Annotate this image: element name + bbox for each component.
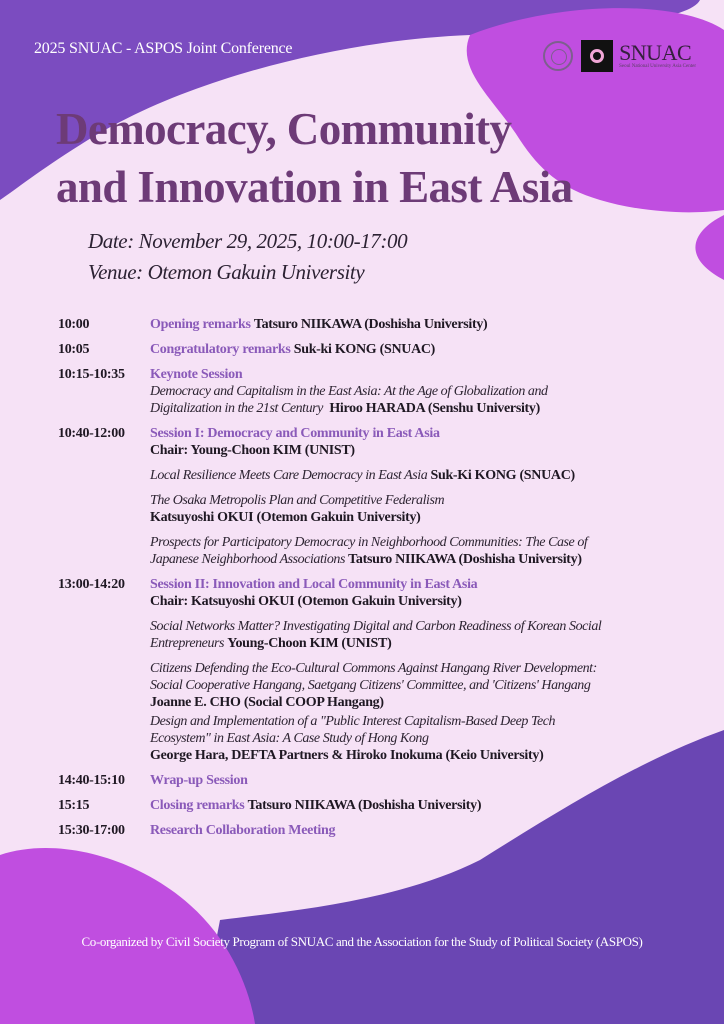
schedule-time: 14:40-15:10: [58, 773, 125, 788]
page-title: [56, 100, 573, 216]
session-title: Session II: Innovation and Local Community in East Asia: [150, 577, 478, 592]
presentation: [150, 492, 678, 526]
talk-title: Digitalization in the 21st Century: [150, 401, 323, 416]
speaker-name: Suk-ki KONG (SNUAC): [293, 342, 436, 357]
talk-title: Design and Implementation of a "Public Interest Capitalism-Based Deep Tech: [150, 714, 556, 729]
presentation: [150, 660, 678, 711]
schedule-time: 15:30-17:00: [58, 823, 125, 838]
session-title: Keynote Session: [150, 367, 243, 382]
session-title: Session I: Democracy and Community in East Asia: [150, 426, 440, 441]
schedule-item-session-1: [58, 425, 678, 568]
speaker-name: Tatsuro NIIKAWA (Doshisha University): [247, 798, 482, 813]
talk-title: Local Resilience Meets Care Democracy in East Asia: [150, 468, 428, 483]
schedule-label: Closing remarks: [150, 798, 245, 813]
session-chair: Chair: Katsuyoshi OKUI (Otemon Gakuin University): [150, 594, 462, 609]
speaker-name: Katsuyoshi OKUI (Otemon Gakuin University): [150, 510, 421, 525]
snuac-wordmark: [619, 42, 696, 70]
presentation: [150, 467, 678, 484]
schedule-item-opening: [58, 316, 678, 333]
schedule-item-closing: [58, 797, 678, 814]
schedule-time: 10:15-10:35: [58, 367, 125, 382]
schedule-time: 10:00: [58, 317, 90, 332]
snuac-logo-subtext: Seoul National University Asia Center: [619, 64, 696, 69]
schedule-time: 15:15: [58, 798, 90, 813]
speaker-name: Tatsuro NIIKAWA (Doshisha University): [348, 552, 582, 567]
talk-title: Ecosystem" in East Asia: A Case Study of Hong Kong: [150, 731, 429, 746]
presentation: [150, 713, 678, 764]
schedule-label: Wrap-up Session: [150, 773, 248, 788]
snuac-square-logo-icon: [581, 40, 613, 72]
talk-title: Citizens Defending the Eco-Cultural Commons Against Hangang River Development:: [150, 661, 597, 676]
schedule-label: Research Collaboration Meeting: [150, 823, 336, 838]
speaker-name: Suk-Ki KONG (SNUAC): [430, 468, 575, 483]
talk-title: Democracy and Capitalism in the East Asia: At the Age of Globalization and: [150, 384, 548, 399]
speaker-name: Tatsuro NIIKAWA (Doshisha University): [253, 317, 488, 332]
talk-title: The Osaka Metropolis Plan and Competitive Federalism: [150, 493, 445, 508]
presentation: [150, 534, 678, 568]
schedule-item-meeting: [58, 822, 678, 839]
event-venue: Venue: Otemon Gakuin University: [88, 260, 365, 284]
schedule-time: 13:00-14:20: [58, 577, 125, 592]
talk-title: Entrepreneurs: [150, 636, 224, 651]
schedule-label: Congratulatory remarks: [150, 342, 291, 357]
event-details: [88, 226, 407, 288]
footer-organizers: Co-organized by Civil Society Program of SNUAC and the Association for the Study of Political Society (ASPOS): [81, 934, 643, 949]
speaker-name: George Hara, DEFTA Partners & Hiroko Inokuma (Keio University): [150, 748, 544, 763]
schedule-item-keynote: [58, 366, 678, 417]
talk-title: Prospects for Participatory Democracy in Neighborhood Communities: The Case of: [150, 535, 588, 550]
speaker-name: Joanne E. CHO (Social COOP Hangang): [150, 695, 384, 710]
schedule-time: 10:05: [58, 342, 90, 357]
snuac-logo-text: SNUAC: [619, 40, 692, 65]
schedule-item-wrapup: [58, 772, 678, 789]
logo-group: [543, 40, 696, 72]
talk-title: Social Networks Matter? Investigating Digital and Carbon Readiness of Korean Social: [150, 619, 602, 634]
speaker-name: Hiroo HARADA (Senshu University): [329, 401, 540, 416]
title-line-2: and Innovation in East Asia: [56, 162, 573, 212]
presentation: [150, 618, 678, 652]
session-chair: Chair: Young-Choon KIM (UNIST): [150, 443, 355, 458]
schedule-label: Opening remarks: [150, 317, 251, 332]
talk-title: Japanese Neighborhood Associations: [150, 552, 345, 567]
title-line-1: Democracy, Community: [56, 104, 512, 154]
talk-title: Social Cooperative Hangang, Saetgang Citizens' Committee, and 'Citizens' Hangang: [150, 678, 591, 693]
schedule-item-session-2: [58, 576, 678, 764]
schedule: [58, 316, 678, 847]
schedule-item-congrats: [58, 341, 678, 358]
event-label: 2025 SNUAC - ASPOS Joint Conference: [34, 40, 293, 57]
university-seal-icon: [543, 41, 573, 71]
speaker-name: Young-Choon KIM (UNIST): [227, 636, 392, 651]
event-date: Date: November 29, 2025, 10:00-17:00: [88, 229, 408, 253]
schedule-time: 10:40-12:00: [58, 426, 125, 441]
